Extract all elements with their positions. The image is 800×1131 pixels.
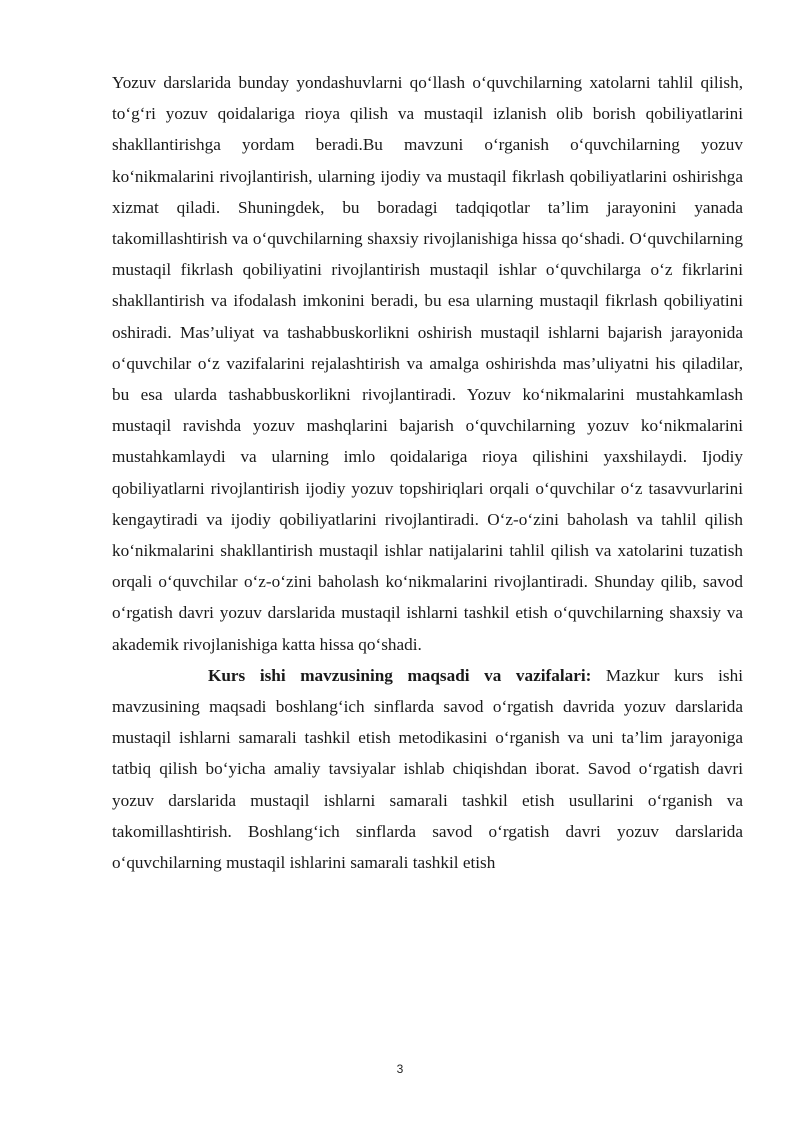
section-heading-goals: Kurs ishi mavzusining maqsadi va vazifalari: [208,665,592,685]
document-body [112,67,743,878]
paragraph-goals [112,660,743,878]
paragraph-benefits: Yozuv darslarida bunday yondashuvlarni qo‘llash o‘quvchilarning xatolarni tahlil qilish, to‘g‘ri yozuv qoidalariga rioya qilish va mustaqil izlanish olib borish qobiliyatlarini shakllantirishga yordam beradi.Bu mavzuni o‘rganish o‘quvchilarning yozuv ko‘nikmalarini rivojlantirish, ularning ijodiy va mustaqil fikrlash qobiliyatlarini oshirishga xizmat qiladi. Shuningdek, bu boradagi tadqiqotlar ta’lim jarayonini yanada takomillashtirish va o‘quvchilarning shaxsiy rivojlanishiga hissa qo‘shadi. O‘quvchilarning mustaqil fikrlash qobiliyatini rivojlantirish mustaqil ishlar o‘quvchilarga o‘z fikrlarini shakllantirish va ifodalash imkonini beradi, bu esa ularning mustaqil fikrlash qobiliyatini oshiradi. Mas’uliyat va tashabbuskorlikni oshirish mustaqil ishlarni bajarish jarayonida o‘quvchilar o‘z vazifalarini rejalashtirish va amalga oshirishda mas’uliyatni his qiladilar, bu esa ularda tashabbuskorlikni rivojlantiradi. Yozuv ko‘nikmalarini mustahkamlash mustaqil ravishda yozuv mashqlarini bajarish o‘quvchilarning yozuv ko‘nikmalarini mustahkamlaydi va ularning imlo qoidalariga rioya qilishini yaxshilaydi. Ijodiy qobiliyatlarni rivojlantirish ijodiy yozuv topshiriqlari orqali o‘quvchilar o‘z tasavvurlarini kengaytiradi va ijodiy qobiliyatlarini rivojlantiradi. O‘z-o‘zini baholash va tahlil qilish ko‘nikmalarini shakllantirish mustaqil ishlar natijalarini tahlil qilish va xatolarini tuzatish orqali o‘quvchilar o‘z-o‘zini baholash ko‘nikmalarini rivojlantiradi. Shunday qilib, savod o‘rgatish davri yozuv darslarida mustaqil ishlarni tashkil etish o‘quvchilarning shaxsiy va akademik rivojlanishiga katta hissa qo‘shadi. [112,73,743,654]
page-number: 3 [396,1062,404,1076]
paragraph-goals-text: Mazkur kurs ishi mavzusining maqsadi boshlang‘ich sinflarda savod o‘rgatish davrida yozuv darslarida mustaqil ishlarni samarali tashkil etish metodikasini o‘rganish va uni ta’lim jarayoniga tatbiq qilish bo‘yicha amaliy tavsiyalar ishlab chiqishdan iborat. Savod o‘rgatish davri yozuv darslarida mustaqil ishlarni samarali tashkil etish usullarini o‘rganish va takomillashtirish. Boshlang‘ich sinflarda savod o‘rgatish davri yozuv darslarida o‘quvchilarning mustaqil ishlarini samarali tashkil etish [112,665,743,873]
